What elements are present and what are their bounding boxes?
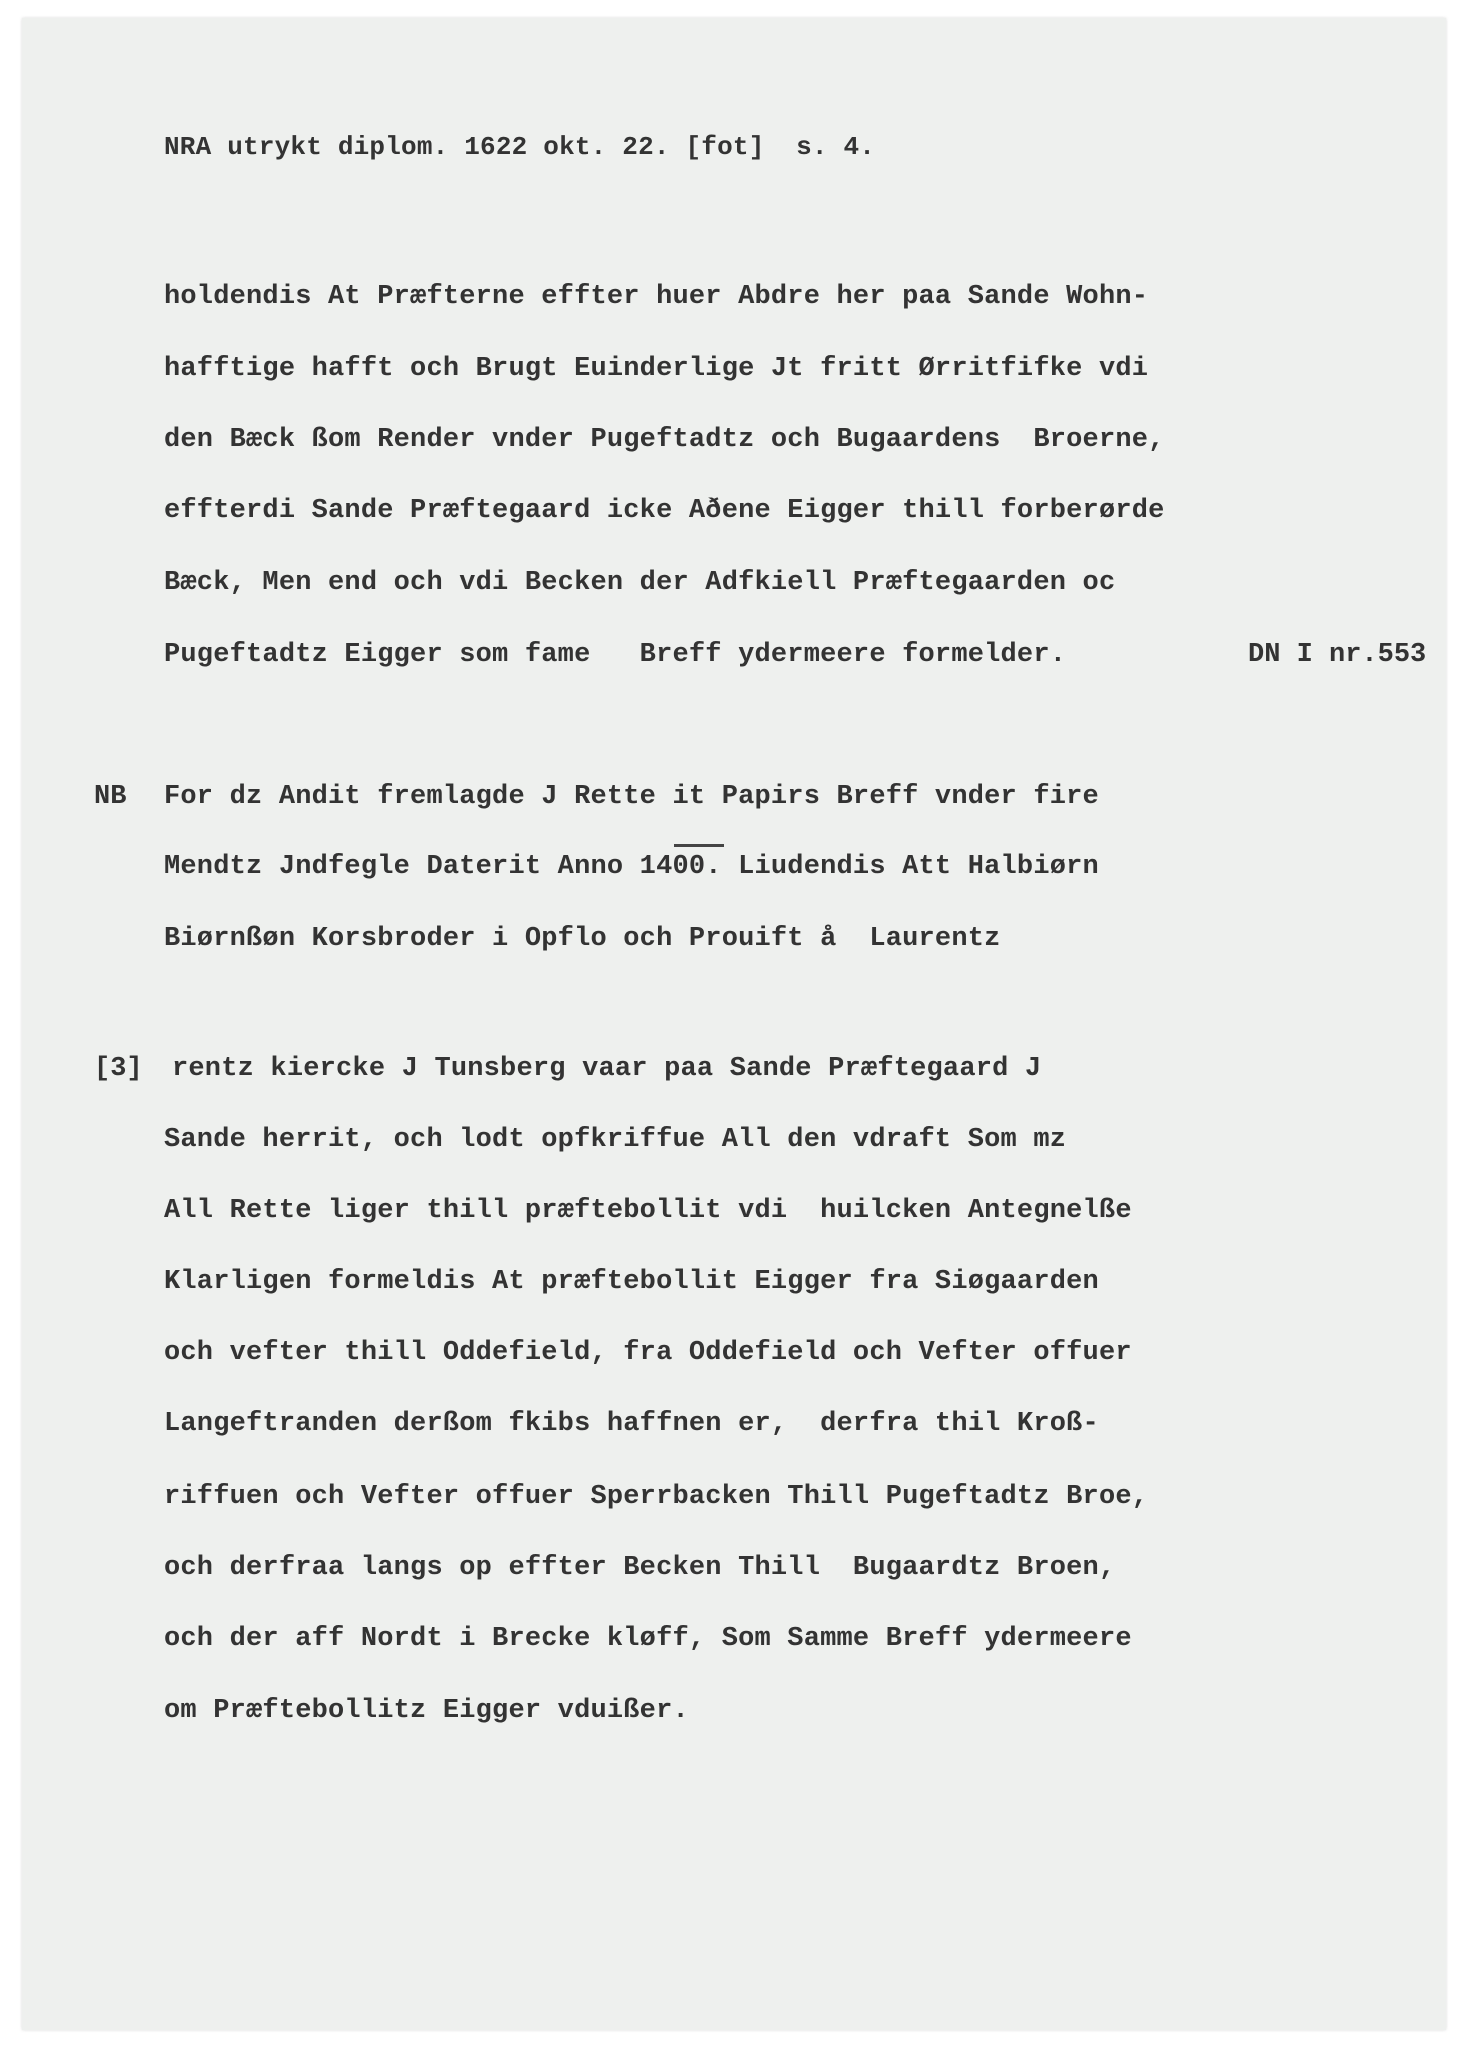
document-header: NRA utrykt diplom. 1622 okt. 22. [fot] s. 4. bbox=[164, 132, 876, 162]
reference-note: DN I nr.553 bbox=[1248, 640, 1427, 670]
text-line: Biørnßøn Korsbroder i Opflo och Prouift å Laurentz bbox=[164, 924, 1001, 954]
text-line: rentz kiercke J Tunsberg vaar paa Sande Præftegaard J bbox=[172, 1054, 1042, 1084]
text-line: For dz Andit fremlagde J Rette it Papirs Breff vnder fire bbox=[164, 782, 1099, 812]
text-line: riffuen och Vefter offuer Sperrbacken Thill Pugeftadtz Broe, bbox=[164, 1482, 1149, 1512]
page-mark: [3] bbox=[94, 1054, 143, 1084]
text-line: Mendtz Jndfegle Daterit Anno 1400. Liudendis Att Halbiørn bbox=[164, 852, 1099, 882]
text-line: Langeftranden derßom fkibs haffnen er, derfra thil Kroß- bbox=[164, 1409, 1099, 1439]
text-line: Sande herrit, och lodt opfkriffue All den vdraft Som mz bbox=[164, 1125, 1067, 1155]
text-line: hafftige hafft och Brugt Euinderlige Jt fritt Ørritfifke vdi bbox=[164, 354, 1149, 384]
overline-mark bbox=[674, 844, 724, 847]
text-line: Klarligen formeldis At præftebollit Eigger fra Siøgaarden bbox=[164, 1267, 1099, 1297]
text-line: All Rette liger thill præftebollit vdi huilcken Antegnelße bbox=[164, 1196, 1132, 1226]
text-line: och vefter thill Oddefield, fra Oddefield och Vefter offuer bbox=[164, 1338, 1132, 1368]
text-line: den Bæck ßom Render vnder Pugeftadtz och Bugaardens Broerne, bbox=[164, 425, 1165, 455]
text-line: Pugeftadtz Eigger som fame Breff ydermeere formelder. bbox=[164, 640, 1067, 670]
text-line: om Præftebollitz Eigger vduißer. bbox=[164, 1696, 689, 1726]
nb-label: NB bbox=[94, 782, 127, 812]
text-line: Bæck, Men end och vdi Becken der Adfkiell Præftegaarden oc bbox=[164, 568, 1116, 598]
text-line: effterdi Sande Præftegaard icke Aðene Eigger thill forberørde bbox=[164, 496, 1165, 526]
text-line: och derfraa langs op effter Becken Thill Bugaardtz Broen, bbox=[164, 1553, 1116, 1583]
text-line: holdendis At Præfterne effter huer Abdre her paa Sande Wohn- bbox=[164, 282, 1149, 312]
document-sheet bbox=[22, 18, 1446, 2030]
text-line: och der aff Nordt i Brecke kløff, Som Samme Breff ydermeere bbox=[164, 1624, 1132, 1654]
